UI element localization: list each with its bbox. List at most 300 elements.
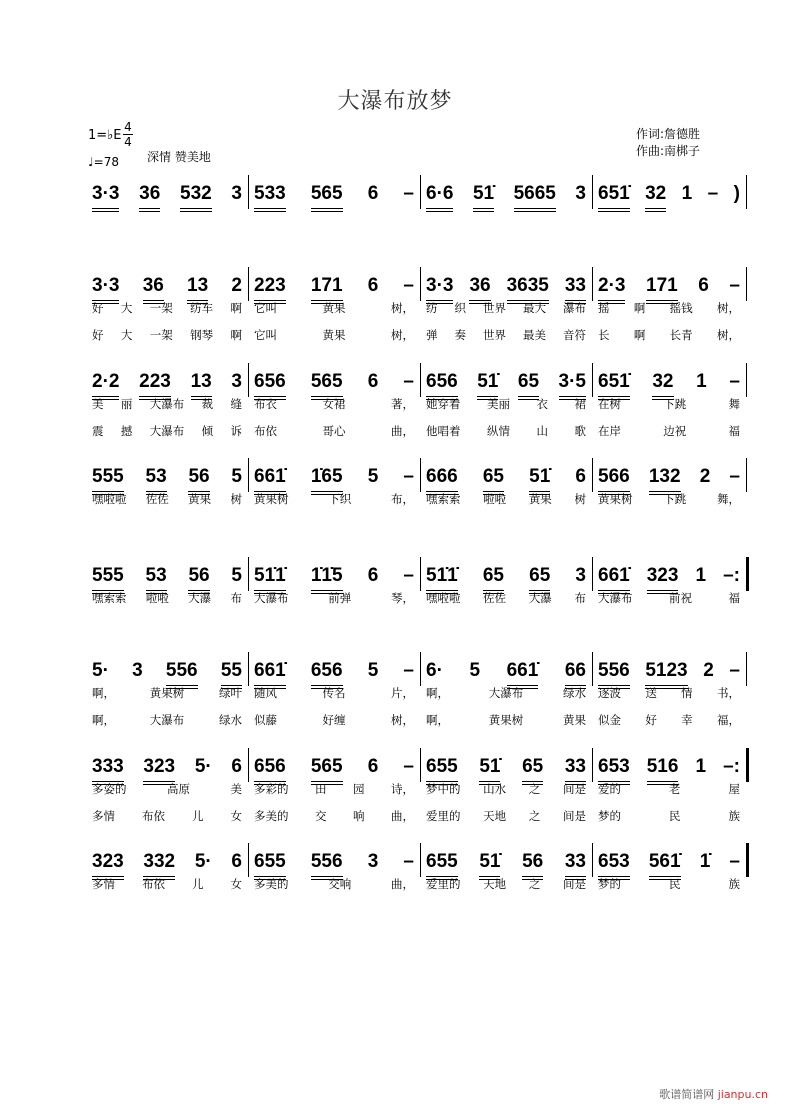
note-group: 333: [92, 756, 124, 782]
lyric-word: 美: [92, 397, 104, 411]
note-group: 5·: [194, 851, 212, 872]
measure: [250, 371, 418, 437]
lyric-word: 送: [645, 686, 657, 700]
note-row: [254, 466, 414, 492]
lyric-word: 奏: [454, 328, 466, 342]
lyric-word: 长青: [669, 328, 693, 342]
note-row: [254, 660, 414, 686]
lyric-word: 黄果: [528, 492, 552, 506]
lyric-word: 树，: [716, 328, 740, 342]
lyric-line: [598, 712, 740, 728]
lyric-line: [598, 327, 740, 343]
lyric-word: 啦啦: [483, 492, 507, 506]
note-group: 56: [188, 466, 209, 492]
lyric-word: 弹: [426, 328, 438, 342]
lyric-line: [92, 808, 242, 824]
note-group: 55: [221, 660, 242, 686]
note-group: 223: [254, 275, 286, 301]
lyricist: 作词:詹德胜: [636, 127, 701, 141]
measure: [594, 660, 744, 726]
lyric-word: 树，: [391, 713, 414, 727]
note-group: 2: [231, 275, 242, 296]
lyric-word: 佐佐: [145, 492, 169, 506]
lyric-word: 交响: [328, 877, 352, 891]
lyric-word: 女裙: [322, 397, 346, 411]
note-group: –: [403, 565, 414, 586]
lyric-word: 老: [669, 782, 681, 796]
note-group: 36: [139, 183, 160, 209]
measure: [594, 183, 744, 211]
measure: [594, 371, 744, 437]
lyric-word: 黄果: [322, 301, 346, 315]
measure: [422, 183, 590, 211]
note-row: [426, 275, 586, 301]
lyric-line: [426, 808, 586, 824]
note-group: 13: [191, 371, 212, 397]
measure: [422, 466, 590, 506]
note-group: 561̇: [649, 851, 681, 877]
lyric-word: 之: [528, 877, 541, 891]
lyric-word: 好缠: [322, 713, 346, 727]
note-group: 6: [231, 851, 242, 872]
lyric-word: 布依: [254, 424, 277, 438]
lyric-word: 裁: [201, 397, 214, 411]
note-group: 3·3: [426, 275, 453, 301]
note-group: 32: [652, 371, 673, 397]
barline: [592, 267, 593, 301]
lyric-word: 长: [598, 328, 610, 342]
measure: [88, 275, 246, 341]
lyric-word: 黄果树: [488, 713, 524, 727]
lyric-line: [598, 876, 740, 892]
note-row: [92, 183, 242, 209]
note-group: –: [729, 660, 740, 681]
lyric-line: [92, 327, 242, 343]
note-row: [426, 466, 586, 492]
lyric-word: 随风: [254, 686, 277, 700]
lyric-word: 缝: [230, 397, 242, 411]
note-group: 65: [483, 466, 504, 492]
lyric-word: 多彩的: [254, 782, 289, 796]
note-group: –: [707, 183, 719, 204]
note-row: [92, 466, 242, 492]
lyric-word: 啊，: [426, 713, 449, 727]
note-group: 566: [598, 466, 630, 492]
lyric-word: 摇钱: [669, 301, 693, 315]
lyric-word: 多姿的: [92, 782, 127, 796]
lyric-word: 啊，: [92, 686, 115, 700]
lyric-word: 黄果: [188, 492, 212, 506]
lyric-word: 爱里的: [426, 809, 461, 823]
barline: [420, 175, 421, 209]
lyric-line: [598, 685, 740, 701]
lyric-line: [426, 876, 586, 892]
lyric-word: 舞: [728, 397, 740, 411]
note-group: 2·2: [92, 371, 119, 397]
note-group: 3·3: [92, 183, 119, 209]
measure: [88, 565, 246, 605]
watermark-url: jianpu.cn: [717, 1088, 768, 1101]
note-row: [598, 183, 740, 209]
note-group: 6: [367, 756, 379, 777]
note-group: 6·: [426, 660, 443, 681]
lyric-line: [426, 396, 586, 412]
note-group: 656: [311, 660, 343, 686]
note-group: 656: [426, 371, 458, 397]
lyric-word: 震: [92, 424, 104, 438]
lyric-word: 大: [120, 301, 133, 315]
lyric-word: 黄果: [563, 713, 586, 727]
barline: [248, 557, 249, 591]
music-system: [84, 183, 744, 211]
note-group: 65: [518, 371, 539, 397]
lyric-word: 著，: [391, 397, 414, 411]
note-group: 3: [575, 183, 586, 204]
note-group: 6: [367, 565, 379, 586]
music-system: [84, 756, 744, 822]
note-group: 565: [311, 183, 343, 209]
note-group: –: [403, 660, 414, 681]
lyric-word: 大瀑布: [149, 397, 185, 411]
lyric-word: 布衣: [254, 397, 277, 411]
lyric-word: 响: [353, 809, 365, 823]
note-group: ): [733, 183, 740, 204]
measure: [250, 660, 418, 726]
note-group: 6: [367, 183, 379, 204]
lyric-word: 布，: [391, 492, 414, 506]
note-row: [92, 756, 242, 782]
barline: [592, 363, 593, 397]
lyric-line: [598, 590, 740, 606]
note-group: 1: [695, 756, 707, 777]
lyric-word: 大瀑布: [488, 686, 524, 700]
lyric-word: 它叫: [254, 328, 277, 342]
measure: [250, 183, 418, 211]
barline: [592, 458, 593, 492]
note-row: [598, 660, 740, 686]
lyric-line: [254, 300, 414, 316]
note-group: 2: [703, 660, 714, 681]
barline: [248, 652, 249, 686]
measure: [594, 565, 744, 605]
note-group: –: [403, 275, 414, 296]
barline: [248, 363, 249, 397]
barline: [248, 748, 249, 782]
lyric-word: 下跳: [663, 492, 687, 506]
lyric-word: 之: [528, 809, 541, 823]
lyric-word: 儿: [192, 877, 204, 891]
lyric-word: 多美的: [254, 809, 289, 823]
lyric-word: 绿水: [219, 713, 242, 727]
lyric-line: [254, 781, 414, 797]
lyric-word: 传名: [322, 686, 346, 700]
note-row: [254, 851, 414, 877]
note-group: 653: [598, 851, 630, 877]
lyric-word: 曲，: [391, 809, 414, 823]
note-row: [92, 565, 242, 591]
measure: [594, 851, 744, 891]
lyric-word: 间是: [562, 782, 586, 796]
barline: [592, 557, 593, 591]
lyric-word: 下跳: [663, 397, 687, 411]
note-group: 651̇: [598, 371, 630, 397]
note-group: 51̇1̇: [254, 565, 286, 591]
note-row: [254, 183, 414, 209]
lyric-line: [598, 808, 740, 824]
lyric-line: [92, 590, 242, 606]
lyric-word: 福，: [716, 713, 740, 727]
note-group: 65: [483, 565, 504, 591]
lyric-word: 啦啦: [145, 591, 169, 605]
measure: [88, 371, 246, 437]
lyric-word: 琴，: [391, 591, 414, 605]
lyric-word: 大瀑布: [254, 591, 289, 605]
lyric-word: 山: [536, 424, 548, 438]
music-system: [84, 466, 744, 506]
lyric-line: [92, 491, 242, 507]
note-group: –: [403, 371, 414, 392]
lyric-word: 好: [92, 301, 104, 315]
measure: [422, 660, 590, 726]
lyric-word: 世界: [483, 301, 506, 315]
note-group: 565: [311, 371, 343, 397]
note-group: 555: [92, 466, 124, 492]
barline: [746, 267, 747, 301]
lyric-word: 幸: [681, 713, 693, 727]
lyric-word: 摇: [598, 301, 610, 315]
lyric-word: 天地: [483, 809, 507, 823]
note-group: 565: [311, 756, 343, 782]
lyric-line: [426, 590, 586, 606]
measure: [422, 565, 590, 605]
note-group: 661̇: [254, 660, 286, 686]
lyric-word: 一架: [149, 328, 173, 342]
lyric-word: 下织: [328, 492, 352, 506]
lyric-word: 嘿索索: [92, 591, 127, 605]
note-group: 32: [645, 183, 666, 209]
lyric-word: 边祝: [663, 424, 687, 438]
lyric-word: 美丽: [487, 397, 510, 411]
note-group: –: [729, 851, 740, 872]
lyric-word: 大: [120, 328, 133, 342]
note-group: 661̇: [507, 660, 539, 686]
note-group: 532: [180, 183, 212, 209]
note-group: 51̇: [479, 851, 500, 877]
note-group: 661̇: [254, 466, 286, 492]
lyric-line: [426, 423, 586, 439]
lyric-word: 前祝: [669, 591, 692, 605]
lyric-word: 钢琴: [190, 328, 214, 342]
lyric-word: 裙: [574, 397, 586, 411]
lyric-word: 梦的: [598, 809, 621, 823]
lyric-word: 间是: [562, 877, 586, 891]
measure: [88, 756, 246, 822]
note-group: 3: [132, 660, 143, 681]
note-row: [92, 660, 242, 686]
lyric-word: 前弹: [328, 591, 352, 605]
lyric-line: [92, 300, 242, 316]
lyric-line: [254, 712, 414, 728]
note-group: –: [403, 756, 414, 777]
measure: [88, 851, 246, 891]
tempo-mark: ♩=78: [88, 155, 119, 169]
music-system: [84, 371, 744, 437]
lyric-word: 布: [574, 591, 586, 605]
lyric-line: [92, 396, 242, 412]
barline: [592, 652, 593, 686]
note-group: 3635: [507, 275, 549, 301]
note-group: 13: [187, 275, 208, 301]
note-group: 3: [367, 851, 379, 872]
lyric-word: 黄果树: [254, 492, 289, 506]
lyric-word: 梦的: [598, 877, 621, 891]
lyric-word: 纺: [426, 301, 438, 315]
lyric-word: 啊，: [426, 686, 449, 700]
note-row: [254, 275, 414, 301]
barline: [746, 458, 747, 492]
measure: [250, 851, 418, 891]
lyric-word: 树: [574, 492, 586, 506]
note-group: 556: [311, 851, 343, 877]
lyric-word: 最美: [523, 328, 546, 342]
note-group: –: [729, 275, 740, 296]
lyric-line: [254, 590, 414, 606]
lyric-line: [598, 491, 740, 507]
note-group: 1: [696, 371, 707, 392]
music-system: [84, 565, 744, 605]
note-group: 65: [529, 565, 550, 591]
time-bottom: 4: [124, 135, 132, 149]
lyric-word: 撼: [120, 424, 133, 438]
lyric-word: 嘿啦啦: [426, 591, 461, 605]
lyric-line: [426, 327, 586, 343]
lyric-word: 诗，: [391, 782, 414, 796]
lyric-word: 倾: [201, 424, 214, 438]
lyric-word: 他唱着: [426, 424, 461, 438]
measure: [250, 466, 418, 506]
note-group: 655: [426, 851, 458, 877]
lyric-word: 树，: [391, 301, 414, 315]
barline: [746, 843, 749, 877]
lyric-line: [426, 781, 586, 797]
note-group: 132: [649, 466, 681, 492]
note-row: [598, 756, 740, 782]
key-signature: 1=♭E: [88, 128, 122, 143]
lyric-word: 儿: [192, 809, 204, 823]
lyric-word: 在岸: [598, 424, 621, 438]
lyric-word: 最大: [523, 301, 546, 315]
lyric-line: [92, 423, 242, 439]
note-group: 56: [522, 851, 543, 877]
note-group: –: [729, 371, 740, 392]
lyric-word: 似金: [598, 713, 621, 727]
lyric-word: 黄果: [322, 328, 346, 342]
lyric-word: 大瀑: [528, 591, 552, 605]
note-row: [254, 371, 414, 397]
barline: [592, 748, 593, 782]
measure: [422, 851, 590, 891]
lyric-word: 瀑布: [563, 301, 586, 315]
lyric-word: 好: [645, 713, 657, 727]
note-group: 5: [367, 466, 379, 487]
note-group: 6: [367, 371, 379, 392]
measure: [422, 756, 590, 822]
lyric-line: [426, 491, 586, 507]
lyric-line: [254, 491, 414, 507]
lyric-word: 舞，: [717, 492, 740, 506]
note-row: [426, 183, 586, 209]
lyric-word: 爱的: [598, 782, 621, 796]
note-group: 1: [695, 565, 707, 586]
note-group: 3·3: [92, 275, 119, 301]
note-group: 5: [231, 466, 242, 487]
note-group: 666: [426, 466, 458, 492]
time-signature: [123, 120, 133, 149]
note-group: 2·3: [598, 275, 625, 301]
barline: [746, 652, 747, 686]
lyric-line: [92, 781, 242, 797]
note-group: 171: [646, 275, 678, 301]
lyric-word: 大瀑布: [149, 424, 185, 438]
lyric-line: [426, 300, 586, 316]
lyric-word: 世界: [483, 328, 506, 342]
note-group: 655: [426, 756, 458, 782]
measure: [88, 183, 246, 211]
note-group: 3: [575, 565, 586, 586]
note-group: 2: [699, 466, 711, 487]
note-row: [92, 851, 242, 877]
lyric-word: 黄果树: [149, 686, 185, 700]
note-row: [598, 851, 740, 877]
lyric-word: 黄果树: [598, 492, 633, 506]
measure: [422, 275, 590, 341]
lyric-word: 好: [92, 328, 104, 342]
note-group: 51̇: [529, 466, 550, 492]
lyric-word: 啊: [230, 301, 242, 315]
note-group: –: [403, 183, 414, 204]
note-group: 655: [254, 851, 286, 877]
lyric-line: [426, 685, 586, 701]
watermark-site: 歌谱简谱网: [659, 1088, 715, 1101]
note-group: 651̇: [598, 183, 630, 209]
note-group: 51̇: [473, 183, 494, 209]
lyric-word: 佐佐: [483, 591, 507, 605]
note-row: [92, 275, 242, 301]
lyric-line: [598, 396, 740, 412]
note-group: 36: [469, 275, 490, 301]
note-group: 5: [367, 660, 379, 681]
note-group: 36: [143, 275, 164, 301]
note-row: [254, 565, 414, 591]
lyric-word: 绿叶: [219, 686, 242, 700]
barline: [248, 175, 249, 209]
lyric-word: 大瀑: [188, 591, 212, 605]
time-top: 4: [124, 120, 132, 134]
note-group: 5·: [194, 756, 212, 777]
lyric-word: 啊: [633, 328, 646, 342]
note-group: 6·6: [426, 183, 453, 209]
note-group: 56: [188, 565, 209, 591]
lyric-word: 梦中的: [426, 782, 461, 796]
note-row: [426, 565, 586, 591]
lyric-line: [254, 876, 414, 892]
barline: [420, 363, 421, 397]
lyric-word: 天地: [483, 877, 507, 891]
barline: [592, 175, 593, 209]
note-group: 6: [575, 466, 586, 487]
lyric-word: 山水: [483, 782, 507, 796]
lyric-word: 情: [681, 686, 693, 700]
